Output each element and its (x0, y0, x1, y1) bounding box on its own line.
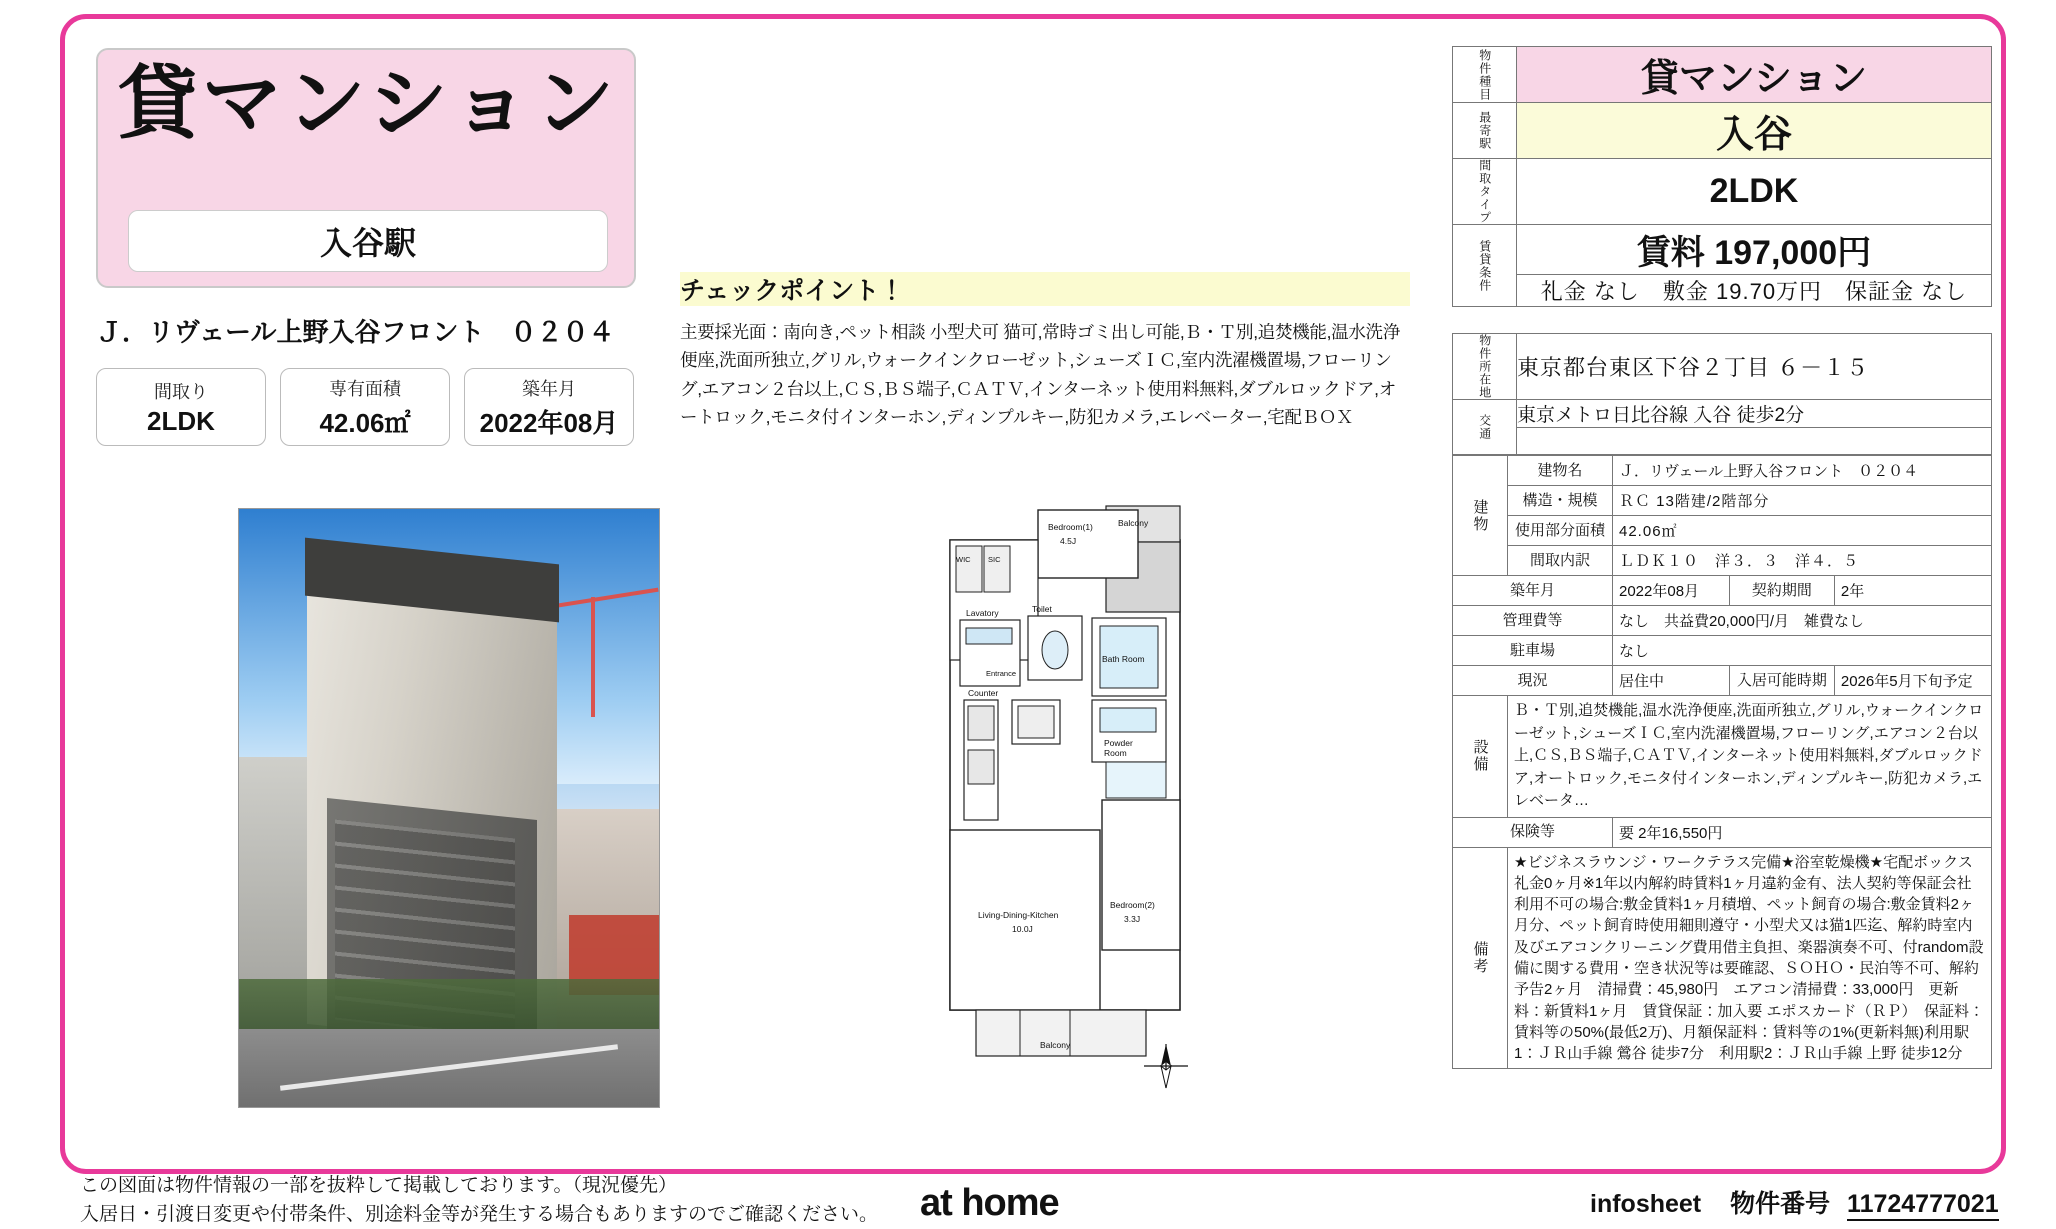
summary-row-rent (1453, 225, 1992, 275)
detail-row-structure (1453, 486, 1992, 516)
building-name-value: Ｊ．リヴェール上野入谷フロント ０２０４ (1613, 456, 1992, 486)
page-title: 貸マンション (98, 64, 638, 144)
spec-builtdate-label: 築年月 (522, 375, 576, 401)
title-box (96, 48, 636, 288)
summary-row-station (1453, 103, 1992, 159)
svg-text:Living-Dining-Kitchen: Living-Dining-Kitchen (978, 910, 1059, 920)
detail-row-year (1453, 576, 1992, 606)
fee-label: 管理費等 (1453, 606, 1613, 636)
detail-row-equip (1453, 696, 1992, 818)
detail-row-area (1453, 516, 1992, 546)
summary-label-layout: 間取タイプ (1453, 159, 1517, 225)
svg-text:3.3J: 3.3J (1124, 914, 1140, 924)
access-label: 交通 (1453, 400, 1517, 455)
compass-north-icon (1140, 1040, 1192, 1092)
athome-logo-text: at home (920, 1182, 1059, 1224)
access-row (1453, 400, 1992, 428)
structure-value: ＲＣ 13階建/2階部分 (1613, 486, 1992, 516)
infosheet-label: infosheet (1590, 1190, 1701, 1218)
detail-row-parking (1453, 636, 1992, 666)
rent-value: 賃料 197,000円 (1516, 225, 1991, 275)
access-value-2 (1516, 428, 1991, 455)
year-value: 2022年08月 (1613, 576, 1730, 606)
contract-label: 契約期間 (1729, 576, 1834, 606)
building-name-label: 建物名 (1508, 456, 1613, 486)
deposit-value: 礼金 なし 敷金 19.70万円 保証金 なし (1516, 275, 1991, 307)
spec-builtdate-value: 2022年08月 (480, 403, 619, 440)
svg-text:Balcony: Balcony (1040, 1040, 1071, 1050)
detail-row-building-name (1453, 456, 1992, 486)
area-value: 42.06㎡ (1613, 516, 1992, 546)
floorplan-drawing (920, 500, 1260, 1080)
svg-text:Powder: Powder (1104, 738, 1133, 748)
address-table (1452, 333, 1992, 455)
svg-text:Bath Room: Bath Room (1102, 654, 1145, 664)
equip-value: Ｂ・Ｔ別,追焚機能,温水洗浄便座,洗面所独立,グリル,ウォークインクローゼット,シューズＩＣ,室内洗濯機置場,フローリング,エアコン２台以上,ＣＳ,ＢＳ端子,ＣＡＴＶ,インターネット使用料無料,ダブルロックドア,オートロック,モニタ付インターホン,ディンプルキー,防犯カメラ,エレベータ… (1508, 696, 1992, 818)
remarks-label: 備考 (1453, 847, 1508, 1069)
address-value: 東京都台東区下谷２丁目 ６－１５ (1516, 334, 1991, 400)
spec-layout-label: 間取り (154, 378, 208, 404)
svg-text:4.5J: 4.5J (1060, 536, 1076, 546)
detail-row-status (1453, 666, 1992, 696)
footer-disclaimer-line1: この図面は物件情報の一部を抜粋して掲載しております。（現況優先） (80, 1172, 980, 1201)
access-value: 東京メトロ日比谷線 入谷 徒歩2分 (1516, 400, 1991, 428)
fee-value: なし 共益費20,000円/月 雑費なし (1613, 606, 1992, 636)
svg-text:Entrance: Entrance (986, 669, 1016, 678)
detail-row-fee (1453, 606, 1992, 636)
summary-label-station: 最寄駅 (1453, 103, 1517, 159)
crane-mast (591, 597, 595, 717)
spec-layout-value: 2LDK (147, 406, 215, 437)
checkpoint-title: チェックポイント！ (680, 272, 1410, 306)
movein-label: 入居可能時期 (1729, 666, 1834, 696)
status-label: 現況 (1453, 666, 1613, 696)
summary-row-type (1453, 47, 1992, 103)
building-section-label: 建物 (1453, 456, 1508, 576)
station-badge: 入谷駅 (128, 210, 608, 272)
right-summary-panel (1452, 46, 1992, 1069)
insurance-label: 保険等 (1453, 817, 1613, 847)
parking-label: 駐車場 (1453, 636, 1613, 666)
checkpoint-body: 主要採光面：南向き,ペット相談 小型犬可 猫可,常時ゴミ出し可能,Ｂ・Ｔ別,追焚機能,温水洗浄便座,洗面所独立,グリル,ウォークインクローゼット,シューズＩＣ,室内洗濯機置場,フローリング,エアコン２台以上,ＣＳ,ＢＳ端子,ＣＡＴＶ,インターネット使用料無料,ダブルロックドア,オートロック,モニタ付インターホン,ディンプルキー,防犯カメラ,エレベーター,宅配ＢＯＸ (680, 318, 1410, 431)
address-row (1453, 334, 1992, 400)
svg-text:10.0J: 10.0J (1012, 924, 1033, 934)
svg-text:SIC: SIC (988, 555, 1001, 564)
svg-text:Balcony: Balcony (1118, 518, 1149, 528)
footer-disclaimer (80, 1172, 980, 1229)
svg-text:Room: Room (1104, 748, 1127, 758)
footer-disclaimer-line2: 入居日・引渡日変更や付帯条件、別途料金等が発生する場合もありますのでご確認ください。 (80, 1201, 980, 1229)
status-value: 居住中 (1613, 666, 1730, 696)
equip-label: 設備 (1453, 696, 1508, 818)
spec-area (280, 368, 450, 446)
movein-value: 2026年5月下旬予定 (1834, 666, 1991, 696)
property-no-value: 11724777021 (1847, 1190, 1999, 1221)
svg-text:Counter: Counter (968, 688, 998, 698)
address-label: 物件所在地 (1453, 334, 1517, 400)
detail-row-layout-detail (1453, 546, 1992, 576)
remarks-value: ★ビジネスラウンジ・ワークテラス完備★浴室乾燥機★宅配ボックス 礼金0ヶ月※1年以内解約時賃料1ヶ月違約金有、法人契約等保証会社利用不可の場合:敷金賃料1ヶ月積増、ペット飼育の場合:敷金賃料2ヶ月分、ペット飼育時使用細則遵守・小型犬又は猫1匹迄、解約時室内及びエアコンクリーニング費用借主負担、楽器演奏不可、付random設備に関する費用・空き状況等は要確認、ＳＯＨＯ・民泊等不可、解約予告2ヶ月 清掃費：45,980円 エアコン清掃費：33,000円 更新料：新賃料1ヶ月 賃貸保証：加入要 エポスカード（ＲＰ） 保証料：賃料等の50%(最低2万)、月額保証料：賃料等の1%(更新料無)利用駅1：ＪＲ山手線 鶯谷 徒歩7分 利用駅2：ＪＲ山手線 上野 徒歩12分 (1508, 847, 1992, 1069)
spec-layout (96, 368, 266, 446)
spec-area-value: 42.06㎡ (319, 403, 410, 440)
area-label: 使用部分面積 (1508, 516, 1613, 546)
structure-label: 構造・規模 (1508, 486, 1613, 516)
svg-text:Bedroom(2): Bedroom(2) (1110, 900, 1155, 910)
access-row-2 (1453, 428, 1992, 455)
svg-text:Toilet: Toilet (1032, 604, 1052, 614)
athome-logo (920, 1182, 1059, 1225)
summary-row-layout (1453, 159, 1992, 225)
summary-label-type: 物件種目 (1453, 47, 1517, 103)
summary-value-station: 入谷 (1516, 103, 1991, 159)
layout-detail-label: 間取内訳 (1508, 546, 1613, 576)
summary-value-layout: 2LDK (1516, 159, 1991, 225)
contract-value: 2年 (1834, 576, 1991, 606)
building-photo (238, 508, 660, 1108)
summary-row-deposit (1453, 275, 1992, 307)
parking-value: なし (1613, 636, 1992, 666)
property-no-label: 物件番号 (1730, 1190, 1830, 1218)
infosheet-footer (1590, 1184, 1999, 1220)
building-name-heading: Ｊ．リヴェール上野入谷フロント ０２０４ (96, 312, 656, 349)
summary-table (1452, 46, 1992, 307)
spec-area-label: 専有面積 (329, 375, 401, 401)
insurance-value: 要 2年16,550円 (1613, 817, 1992, 847)
year-label: 築年月 (1453, 576, 1613, 606)
spec-builtdate (464, 368, 634, 446)
detail-row-insurance (1453, 817, 1992, 847)
summary-label-terms: 賃貸条件 (1453, 225, 1517, 307)
summary-value-type: 貸マンション (1516, 47, 1991, 103)
svg-text:Lavatory: Lavatory (966, 608, 999, 618)
detail-row-remarks (1453, 847, 1992, 1069)
layout-detail-value: ＬＤＫ１０ 洋３．３ 洋４．５ (1613, 546, 1992, 576)
svg-text:Bedroom(1): Bedroom(1) (1048, 522, 1093, 532)
svg-text:WIC: WIC (956, 555, 971, 564)
details-table (1452, 455, 1992, 1069)
spec-summary-row (96, 368, 656, 446)
